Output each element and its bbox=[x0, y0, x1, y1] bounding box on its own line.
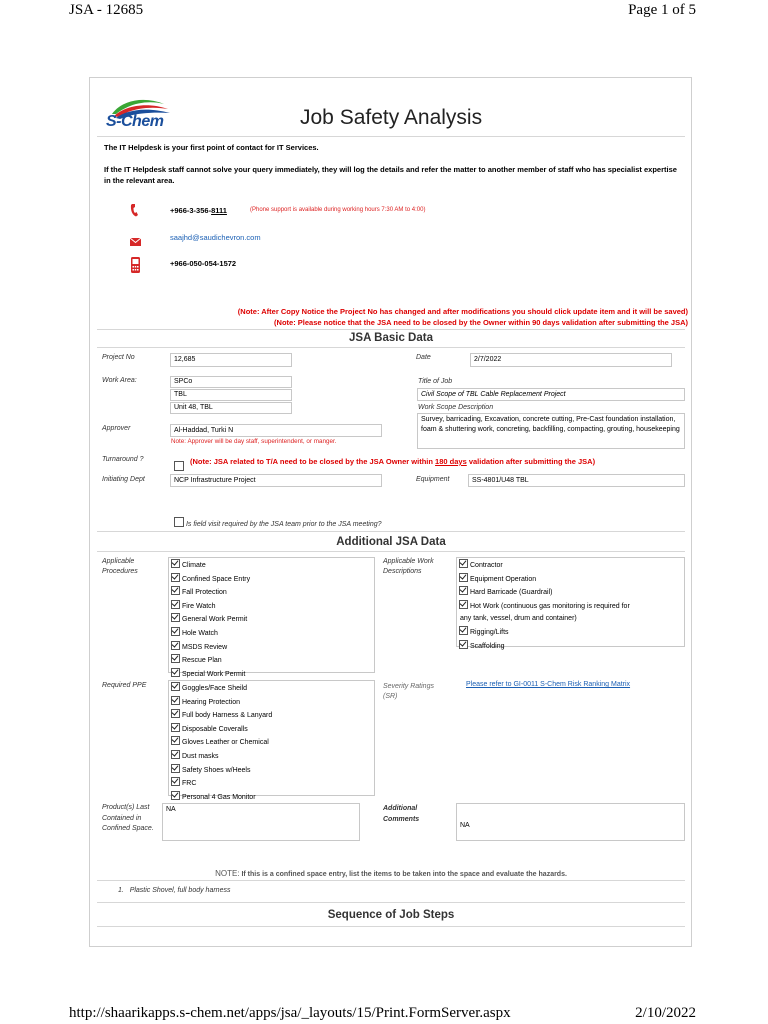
approver-field[interactable]: Al-Haddad, Turki N bbox=[170, 424, 382, 437]
ppe-checkbox[interactable] bbox=[171, 764, 180, 773]
confined-note-prefix: NOTE: bbox=[215, 869, 240, 878]
work-desc-checkbox[interactable] bbox=[459, 600, 468, 609]
procedure-label: Rescue Plan bbox=[182, 657, 222, 665]
work-area-company-field[interactable]: SPCo bbox=[170, 376, 292, 388]
ppe-label: Dust masks bbox=[182, 752, 219, 760]
ppe-checkbox[interactable] bbox=[171, 723, 180, 732]
work-scope-field[interactable]: Survey, barricading, Excavation, concrete cutting, Pre-Cast foundation installation, foam & shuttering work, concreting, backfilling, compacting, grouting, housekeeping bbox=[417, 413, 685, 449]
additional-data-divider bbox=[97, 551, 685, 552]
ppe-label: Disposable Coveralls bbox=[182, 725, 248, 733]
work-desc-label: Hard Barricade (Guardrail) bbox=[470, 589, 553, 597]
procedure-label: Special Work Permit bbox=[182, 670, 246, 678]
work-desc-label: Scaffolding bbox=[470, 642, 505, 650]
procedure-item[interactable] bbox=[171, 613, 372, 627]
turnaround-note-text: (Note: JSA related to T/A need to be closed by the JSA Owner within bbox=[190, 457, 436, 466]
project-no-field[interactable]: 12,685 bbox=[170, 353, 292, 367]
title-divider bbox=[97, 136, 685, 137]
work-area-facility-field[interactable]: TBL bbox=[170, 389, 292, 401]
procedure-item[interactable] bbox=[171, 559, 372, 573]
print-header-page: Page 1 of 5 bbox=[628, 2, 696, 18]
print-header-title: JSA - 12685 bbox=[69, 2, 144, 18]
field-visit-row[interactable] bbox=[174, 517, 382, 528]
work-desc-label: Hot Work (continuous gas monitoring is required for bbox=[470, 602, 630, 610]
procedure-item[interactable] bbox=[171, 586, 372, 600]
ppe-item[interactable] bbox=[171, 736, 372, 750]
work-desc-checkbox[interactable] bbox=[459, 586, 468, 595]
confined-item-1: 1. Plastic Shovel, full body harness bbox=[118, 887, 231, 894]
ppe-label: Hearing Protection bbox=[182, 698, 240, 706]
procedure-item[interactable] bbox=[171, 627, 372, 641]
approver-label: Approver bbox=[102, 425, 131, 432]
required-ppe-label: Required PPE bbox=[102, 682, 147, 689]
procedure-label: Fall Protection bbox=[182, 589, 227, 597]
work-desc-item[interactable] bbox=[459, 600, 682, 614]
additional-comments-label: Additional Comments bbox=[383, 805, 420, 823]
confined-space-note bbox=[97, 869, 685, 878]
sequence-divider bbox=[97, 926, 685, 927]
intro-line-1: The IT Helpdesk is your first point of contact for IT Services. bbox=[104, 143, 319, 152]
procedure-checkbox[interactable] bbox=[171, 641, 180, 650]
approver-note: Note: Approver will be day staff, superintendent, or manger. bbox=[171, 438, 337, 445]
phone-icon bbox=[130, 203, 139, 222]
work-desc-item[interactable] bbox=[459, 640, 682, 654]
mobile-icon bbox=[130, 257, 141, 278]
turnaround-note bbox=[190, 457, 595, 466]
additional-comments-field[interactable]: NA bbox=[456, 803, 685, 841]
work-descriptions-list bbox=[456, 557, 685, 650]
equipment-label: Equipment bbox=[416, 476, 450, 483]
procedure-item[interactable] bbox=[171, 600, 372, 614]
procedure-checkbox[interactable] bbox=[171, 559, 180, 568]
procedure-item[interactable] bbox=[171, 573, 372, 587]
work-desc-checkbox[interactable] bbox=[459, 559, 468, 568]
support-email-link[interactable]: saajhd@saudichevron.com bbox=[170, 233, 261, 242]
equipment-field[interactable]: SS-4801/U48 TBL bbox=[468, 474, 685, 487]
procedure-label: MSDS Review bbox=[182, 643, 228, 651]
ppe-label: Goggles/Face Sheild bbox=[182, 685, 247, 692]
project-no-label: Project No bbox=[102, 354, 135, 361]
phone-support-note: (Phone support is available during working hours 7:30 AM to 4:00) bbox=[250, 207, 426, 213]
procedure-label: General Work Permit bbox=[182, 616, 248, 624]
date-field[interactable]: 2/7/2022 bbox=[470, 353, 672, 367]
phone-prefix: +966-3-356- bbox=[170, 206, 212, 215]
work-desc-label: Contractor bbox=[470, 562, 503, 569]
ppe-checkbox[interactable] bbox=[171, 736, 180, 745]
confined-note-divider bbox=[97, 880, 685, 881]
ppe-item[interactable] bbox=[171, 682, 372, 696]
turnaround-label: Turnaround ? bbox=[102, 456, 144, 463]
procedure-item[interactable] bbox=[171, 654, 372, 668]
procedures-label: Applicable Procedures bbox=[102, 558, 138, 575]
ppe-item[interactable] bbox=[171, 709, 372, 723]
procedure-label: Hole Watch bbox=[182, 629, 218, 637]
work-descriptions-label: Applicable Work Descriptions bbox=[383, 558, 434, 575]
ppe-label: Full body Harness & Lanyard bbox=[182, 712, 273, 720]
field-visit-label: Is field visit required by the JSA team prior to the JSA meeting? bbox=[185, 521, 382, 528]
work-desc-item[interactable] bbox=[459, 626, 682, 640]
items-divider bbox=[97, 902, 685, 903]
email-icon bbox=[130, 233, 141, 251]
mobile-number[interactable]: +966-050-054-1572 bbox=[170, 259, 237, 268]
procedures-list bbox=[168, 557, 375, 678]
ppe-item[interactable] bbox=[171, 696, 372, 710]
work-area-unit-field[interactable]: Unit 48, TBL bbox=[170, 402, 292, 414]
work-scope-label: Work Scope Description bbox=[418, 404, 494, 411]
work-desc-label: Rigging/Lifts bbox=[470, 628, 509, 636]
work-desc-item[interactable] bbox=[459, 586, 682, 600]
title-of-job-field[interactable]: Civil Scope of TBL Cable Replacement Project bbox=[417, 388, 685, 401]
phone-number[interactable] bbox=[170, 205, 227, 216]
products-label: Product(s) Last Contained in Confined Space. bbox=[102, 804, 154, 832]
work-desc-checkbox[interactable] bbox=[459, 626, 468, 635]
procedure-label: Fire Watch bbox=[182, 602, 216, 610]
ppe-item[interactable] bbox=[171, 750, 372, 764]
confined-item-text: Plastic Shovel, full body harness bbox=[129, 887, 231, 894]
date-label: Date bbox=[416, 354, 431, 361]
ppe-list bbox=[168, 680, 375, 801]
ppe-label: FRC bbox=[182, 780, 197, 788]
work-desc-checkbox[interactable] bbox=[459, 573, 468, 582]
ppe-checkbox[interactable] bbox=[171, 682, 180, 691]
notes-divider bbox=[97, 329, 685, 330]
confined-note-text: If this is a confined space entry, list the items to be taken into the space and evaluate the hazards. bbox=[239, 871, 567, 878]
ppe-checkbox[interactable] bbox=[171, 791, 180, 800]
ppe-checkbox[interactable] bbox=[171, 709, 180, 718]
title-of-job-label: Title of Job bbox=[418, 378, 453, 385]
s-chem-logo bbox=[104, 96, 176, 134]
initiating-dept-label: Initiating Dept bbox=[102, 476, 145, 483]
sequence-section-title: Sequence of Job Steps bbox=[327, 909, 455, 921]
work-area-label: Work Area: bbox=[102, 377, 137, 384]
closure-notice-note: (Note: Please notice that the JSA need to be closed by the Owner within 90 days validation after submitting the JSA) bbox=[274, 318, 688, 327]
form-title: Job Safety Analysis bbox=[300, 106, 483, 129]
logo-text: S-Chem bbox=[106, 113, 164, 130]
procedure-checkbox[interactable] bbox=[171, 668, 180, 677]
products-field[interactable]: NA bbox=[162, 803, 360, 841]
ppe-item[interactable] bbox=[171, 764, 372, 778]
ppe-checkbox[interactable] bbox=[171, 750, 180, 759]
ppe-checkbox[interactable] bbox=[171, 696, 180, 705]
ppe-label: Personal 4 Gas Monitor bbox=[182, 793, 256, 801]
work-desc-item[interactable] bbox=[459, 573, 682, 587]
procedure-item[interactable] bbox=[171, 641, 372, 655]
procedure-checkbox[interactable] bbox=[171, 613, 180, 622]
additional-data-section-title: Additional JSA Data bbox=[336, 536, 446, 548]
field-visit-divider bbox=[97, 531, 685, 532]
ppe-checkbox[interactable] bbox=[171, 777, 180, 786]
work-desc-item[interactable] bbox=[459, 559, 682, 573]
initiating-dept-field[interactable]: NCP Infrastructure Project bbox=[170, 474, 382, 487]
copy-notice-note: (Note: After Copy Notice the Project No has changed and after modifications you should click update item and it will be saved) bbox=[237, 307, 688, 316]
ppe-label: Gloves Leather or Chemical bbox=[182, 739, 269, 747]
turnaround-note-end: validation after submitting the JSA) bbox=[466, 457, 596, 466]
work-desc-continuation: any tank, vessel, drum and container) bbox=[460, 615, 577, 623]
turnaround-checkbox[interactable] bbox=[174, 457, 184, 475]
ppe-label: Safety Shoes w/Heels bbox=[182, 766, 251, 774]
procedure-label: Confined Space Entry bbox=[182, 575, 251, 583]
procedure-checkbox[interactable] bbox=[171, 654, 180, 663]
print-footer-date: 2/10/2022 bbox=[635, 1005, 696, 1021]
severity-ratings-label: Severity Ratings (SR) bbox=[383, 683, 434, 700]
basic-data-section-title: JSA Basic Data bbox=[349, 332, 433, 344]
basic-data-divider bbox=[97, 347, 685, 348]
procedure-checkbox[interactable] bbox=[171, 573, 180, 582]
turnaround-days: 180 days bbox=[435, 457, 467, 466]
phone-ext: 8111 bbox=[211, 206, 227, 215]
procedure-checkbox[interactable] bbox=[171, 600, 180, 609]
procedure-checkbox[interactable] bbox=[171, 627, 180, 636]
work-desc-checkbox[interactable] bbox=[459, 640, 468, 649]
print-footer-url[interactable]: http://shaarikapps.s-chem.net/apps/jsa/_layouts/15/Print.FormServer.aspx bbox=[69, 1005, 511, 1021]
field-visit-checkbox[interactable] bbox=[174, 517, 184, 527]
risk-matrix-link[interactable]: Please refer to GI-0011 S-Chem Risk Ranking Matrix bbox=[466, 681, 631, 688]
work-desc-label: Equipment Operation bbox=[470, 575, 537, 583]
intro-line-2: If the IT Helpdesk staff cannot solve your query immediately, they will log the details and refer the matter to another member of staff who has specialist expertise in the relevant area. bbox=[104, 165, 677, 185]
ppe-item[interactable] bbox=[171, 777, 372, 791]
procedure-checkbox[interactable] bbox=[171, 586, 180, 595]
procedure-label: Climate bbox=[182, 562, 206, 569]
ppe-item[interactable] bbox=[171, 723, 372, 737]
